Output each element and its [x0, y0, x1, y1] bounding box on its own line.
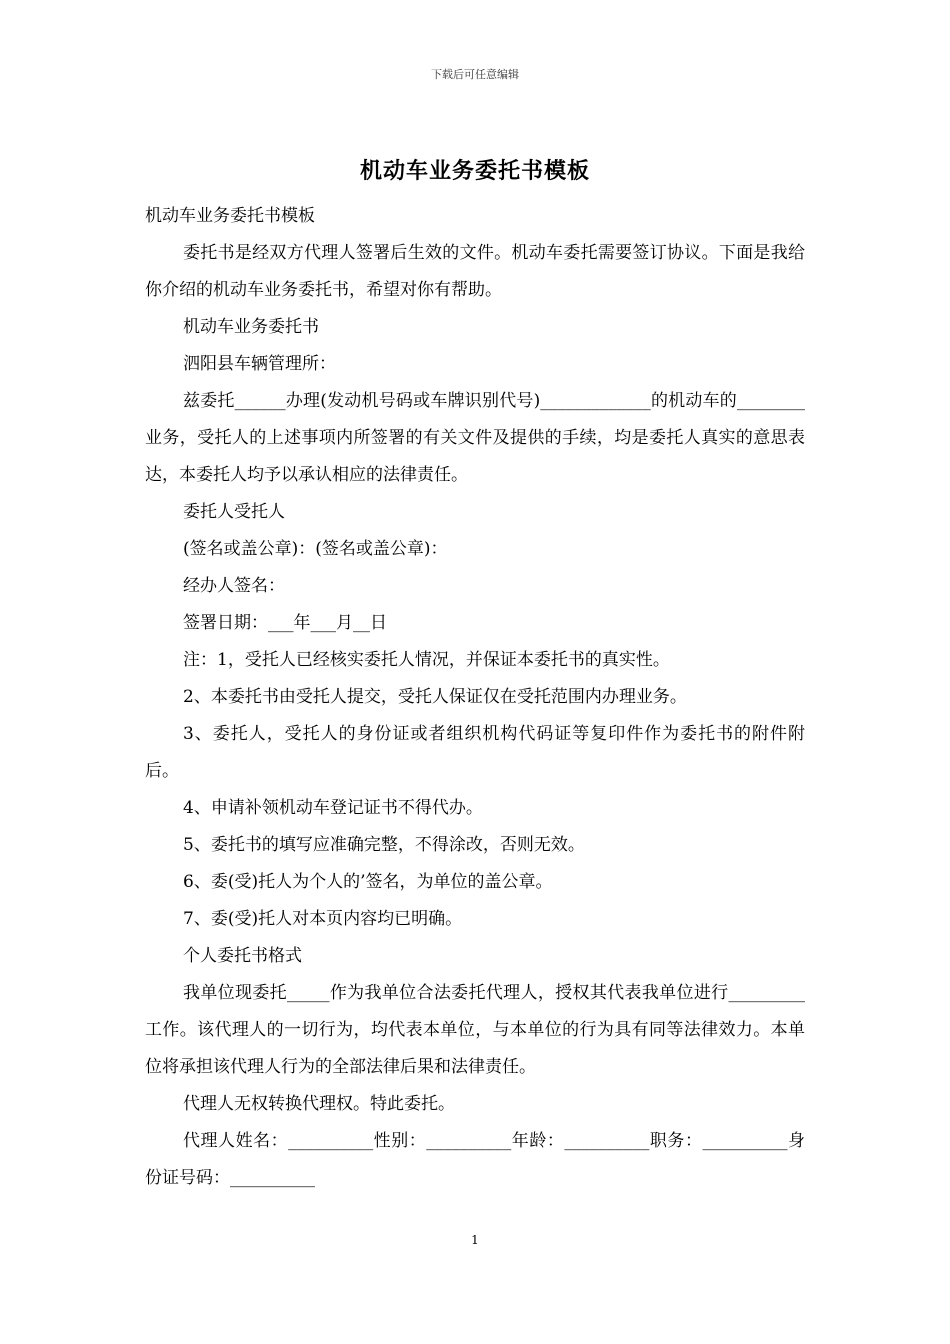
paragraph: 4、申请补领机动车登记证书不得代办。	[183, 798, 483, 818]
paragraph: 7、委(受)托人对本页内容均已明确。	[183, 909, 463, 929]
paragraph: 机动车业务委托书	[183, 317, 319, 337]
paragraph: 签署日期：___年___月__日	[183, 613, 387, 633]
document-title: 机动车业务委托书模板	[359, 158, 590, 184]
paragraph: 注：1，受托人已经核实委托人情况，并保证本委托书的真实性。	[183, 650, 670, 670]
paragraph: 代理人无权转换代理权。特此委托。	[183, 1094, 455, 1114]
paragraph: 代理人姓名：__________性别：__________年龄：__________职务：__________身份证号码：__________	[145, 1131, 805, 1188]
paragraph: 5、委托书的填写应准确完整，不得涂改，否则无效。	[183, 835, 585, 855]
paragraph: 兹委托______办理(发动机号码或车牌识别代号)_____________的机动车的________业务，受托人的上述事项内所签署的有关文件及提供的手续，均是委托人真实的意思表达，本委托人均予以承认相应的法律责任。	[145, 391, 805, 485]
document-body	[145, 198, 805, 1197]
paragraph: 委托人受托人	[183, 502, 285, 522]
paragraph: 我单位现委托_____作为我单位合法委托代理人，授权其代表我单位进行_________工作。该代理人的一切行为，均代表本单位，与本单位的行为具有同等法律效力。本单位将承担该代理人行为的全部法律后果和法律责任。	[145, 983, 805, 1077]
paragraph: 2、本委托书由受托人提交，受托人保证仅在受托范围内办理业务。	[183, 687, 687, 707]
paragraph: 机动车业务委托书模板	[145, 206, 315, 226]
paragraph: 3、委托人，受托人的身份证或者组织机构代码证等复印件作为委托书的附件附后。	[145, 724, 805, 781]
page-header: 下载后可任意编辑	[431, 68, 519, 81]
paragraph: 泗阳县车辆管理所：	[183, 354, 336, 374]
page-number: 1	[471, 1233, 479, 1247]
paragraph: 个人委托书格式	[183, 946, 302, 966]
paragraph: 经办人签名：	[183, 576, 285, 596]
paragraph: (签名或盖公章)：(签名或盖公章)：	[183, 539, 448, 559]
paragraph: 6、委(受)托人为个人的’签名，为单位的盖公章。	[183, 872, 553, 892]
paragraph: 委托书是经双方代理人签署后生效的文件。机动车委托需要签订协议。下面是我给你介绍的机动车业务委托书，希望对你有帮助。	[145, 243, 805, 300]
